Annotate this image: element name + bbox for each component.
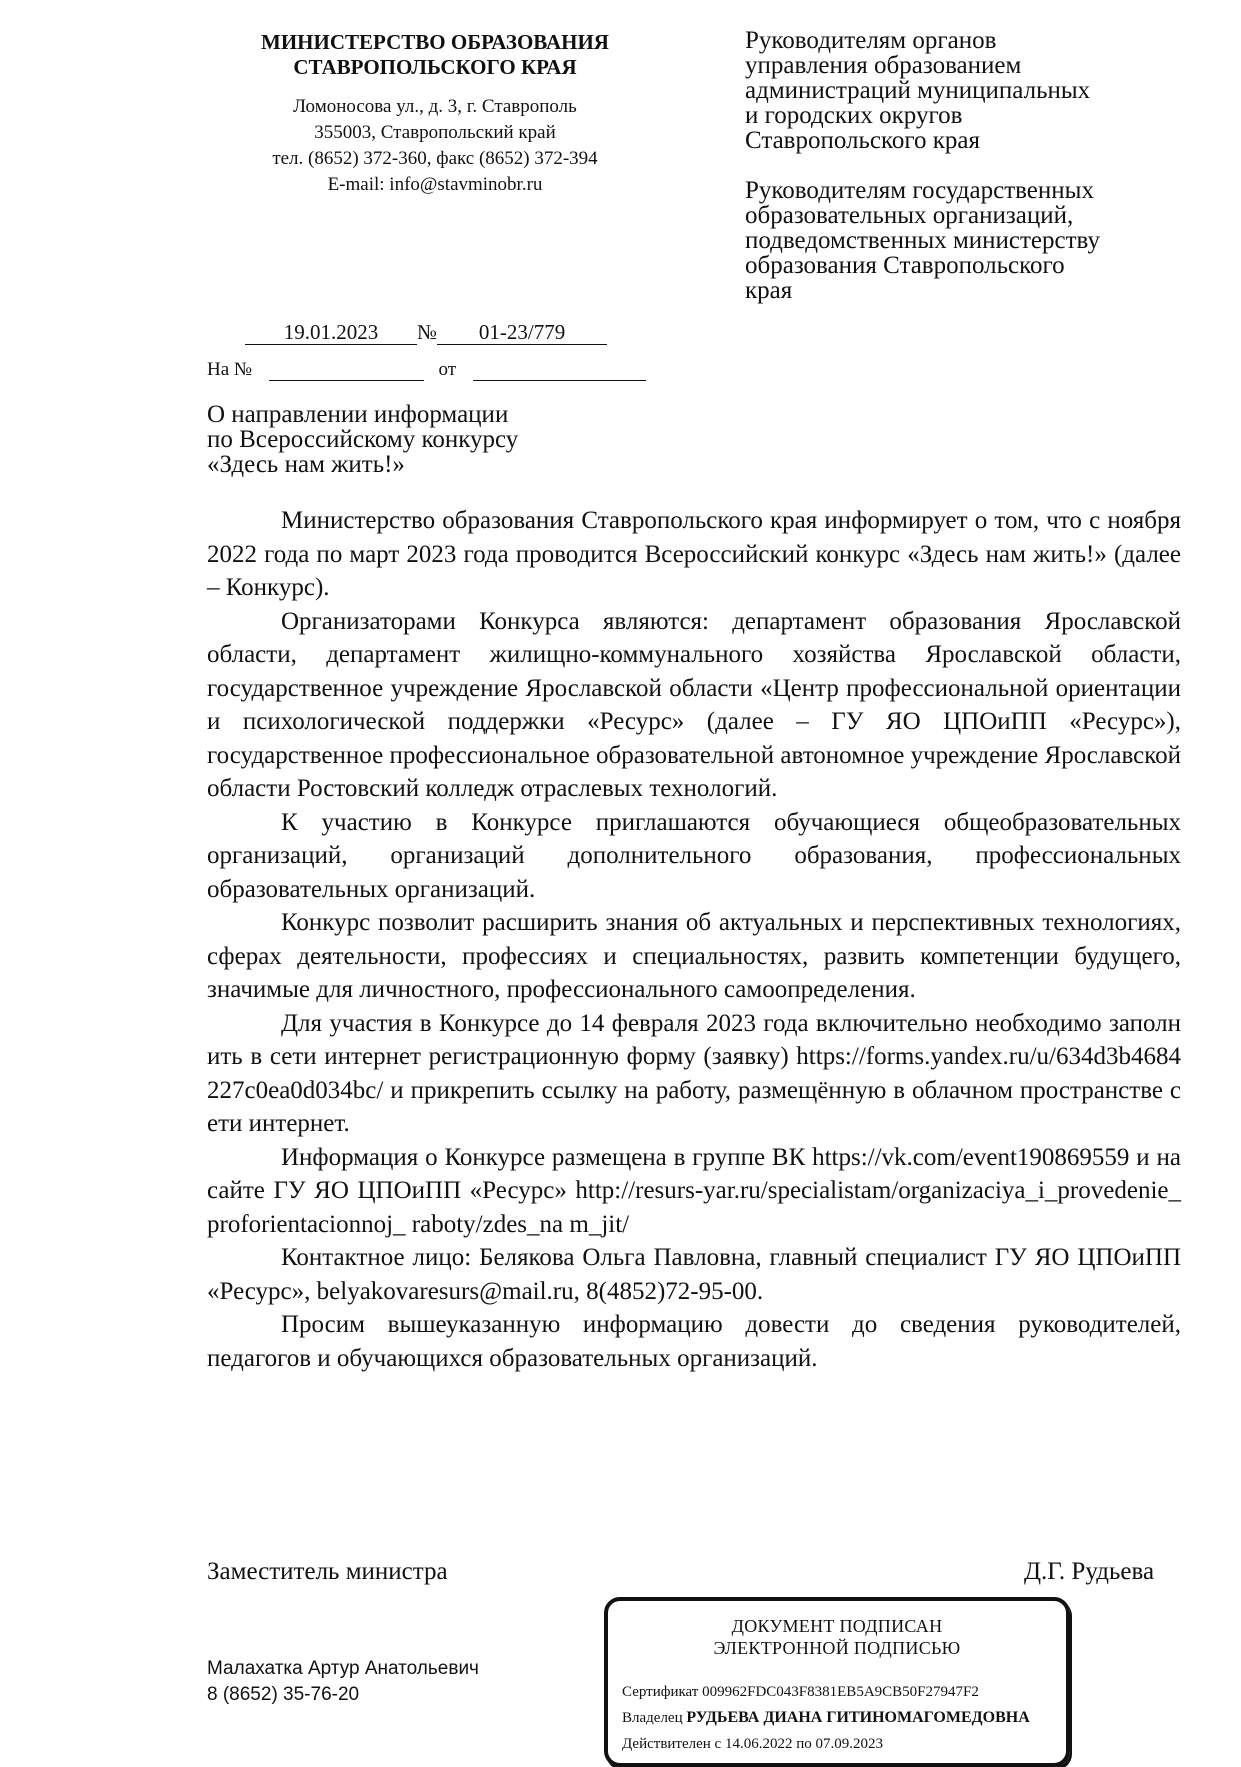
letter-subject: [207, 402, 707, 477]
recipient-line: Руководителям государственных: [745, 177, 1094, 204]
executor-phone: 8 (8652) 35-76-20: [207, 1684, 360, 1705]
recipient-line: администраций муниципальных: [745, 77, 1091, 104]
body-paragraph: К участию в Конкурсе приглашаются обучающиеся общеобразовательных организаций, организаций дополнительного образования, профессиональных образовательных организаций.: [207, 808, 1181, 903]
stamp-heading: [608, 1615, 1066, 1659]
reference-date-blank: [473, 360, 646, 381]
letterhead: [215, 30, 655, 198]
stamp-validity-row: [622, 1731, 1066, 1757]
recipient-line: образовательных организаций,: [745, 202, 1074, 229]
executor-name: Малахатка Артур Анатольевич: [207, 1658, 479, 1679]
reference-number-blank: [269, 360, 424, 381]
valid-from: 14.06.2022: [724, 1736, 793, 1752]
body-paragraph: Для участия в Конкурсе до 14 февраля 2023 года включительно необходимо заполнить в сети интернет регистрационную форму (заявку) https://forms.yandex.ru/u/634d3b4684227c0ea0d034bc/ и прикрепить ссылку на работу, размещённую в облачном пространстве сети интернет.: [207, 1009, 1181, 1137]
org-name-line: МИНИСТЕРСТВО ОБРАЗОВАНИЯ: [261, 30, 609, 54]
stamp-heading-line: ЭЛЕКТРОННОЙ ПОДПИСЬЮ: [713, 1638, 961, 1658]
owner-label: Владелец: [622, 1710, 683, 1726]
subject-line: О направлении информации: [207, 401, 509, 428]
recipient-line: подведомственных министерству: [745, 227, 1100, 254]
recipient-line: управления образованием: [745, 52, 1022, 79]
stamp-heading-line: ДОКУМЕНТ ПОДПИСАН: [731, 1616, 943, 1636]
recipient-block: [745, 178, 1185, 303]
registration-number-label: №: [417, 320, 438, 344]
signatory-name: Д.Г. Рудьева: [1024, 1558, 1155, 1585]
recipient-line: Ставропольского края: [745, 127, 980, 154]
body-paragraph: Министерство образования Ставропольского края информирует о том, что с ноября 2022 года по март 2023 года проводится Всероссийский конкурс «Здесь нам жить!» (далее – Конкурс).: [207, 507, 1181, 601]
executor-contact: [207, 1656, 479, 1708]
valid-to-label: по: [796, 1736, 812, 1752]
org-address: [215, 94, 655, 198]
body-paragraph: Информация о Конкурсе размещена в группе ВК https://vk.com/event190869559 и на сайте ГУ ЯО ЦПОиПП «Ресурс» http://resurs-yar.ru/specialistam/organizaciya_i_provedenie_proforientacionnoj_ raboty/zdes_na m_jit/: [207, 1143, 1181, 1238]
valid-to: 07.09.2023: [815, 1736, 883, 1752]
body-paragraph: Просим вышеуказанную информацию довести до сведения руководителей, педагогов и обучающихся образовательных организаций.: [207, 1311, 1181, 1372]
stamp-certificate-row: [622, 1679, 1066, 1705]
email-line: E-mail: info@stavminobr.ru: [327, 174, 543, 195]
subject-line: «Здесь нам жить!»: [207, 451, 405, 478]
recipient-line: края: [745, 277, 793, 304]
registration-date: 19.01.2023: [245, 321, 417, 345]
valid-label: Действителен с: [622, 1736, 722, 1752]
reference-number-label: На №: [207, 359, 253, 380]
recipients: [745, 28, 1185, 303]
registration-line: [245, 320, 607, 345]
certificate-label: Сертификат: [622, 1684, 699, 1700]
address-line: Ломоносова ул., д. 3, г. Ставрополь: [293, 96, 577, 117]
certificate-value: 009962FDC043F8381EB5A9CB50F27947F2: [702, 1684, 979, 1700]
phone-line: тел. (8652) 372-360, факс (8652) 372-394: [272, 148, 598, 169]
reference-line: [207, 359, 646, 381]
owner-value: РУДЬЕВА ДИАНА ГИТИНОМАГОМЕДОВНА: [686, 1709, 1030, 1726]
stamp-details: [608, 1679, 1066, 1757]
e-signature-stamp: [604, 1597, 1070, 1767]
recipient-line: Руководителям органов: [745, 27, 997, 54]
letter-body: [207, 504, 1181, 1375]
org-name: [215, 30, 655, 80]
address-line: 355003, Ставропольский край: [314, 122, 556, 143]
recipient-block: [745, 28, 1185, 153]
body-paragraph: Организаторами Конкурса являются: департамент образования Ярославской области, департамент жилищно-коммунального хозяйства Ярославской области, государственное учреждение Ярославской области «Центр профессиональной ориентации и психологической поддержки «Ресурс» (далее – ГУ ЯО ЦПОиПП «Ресурс»), государственное профессиональное образовательной автономное учреждение Ярославской области Ростовский колледж отраслевых технологий.: [207, 607, 1181, 802]
reference-from-label: от: [438, 359, 457, 380]
body-paragraph: Конкурс позволит расширить знания об актуальных и перспективных технологиях, сферах деятельности, профессиях и специальностях, развить компетенции будущего, значимые для личностного, профессионального самоопределения.: [207, 909, 1181, 1003]
org-name-line: СТАВРОПОЛЬСКОГО КРАЯ: [293, 55, 577, 79]
recipient-line: образования Ставропольского: [745, 252, 1065, 279]
body-paragraph: Контактное лицо: Белякова Ольга Павловна, главный специалист ГУ ЯО ЦПОиПП «Ресурс», belyakovaresurs@mail.ru, 8(4852)72-95-00.: [207, 1244, 1181, 1305]
stamp-owner-row: [622, 1705, 1066, 1731]
registration-number: 01-23/779: [437, 321, 607, 345]
signatory-role: Заместитель министра: [207, 1558, 448, 1585]
subject-line: по Всероссийскому конкурсу: [207, 426, 519, 453]
recipient-line: и городских округов: [745, 102, 963, 129]
